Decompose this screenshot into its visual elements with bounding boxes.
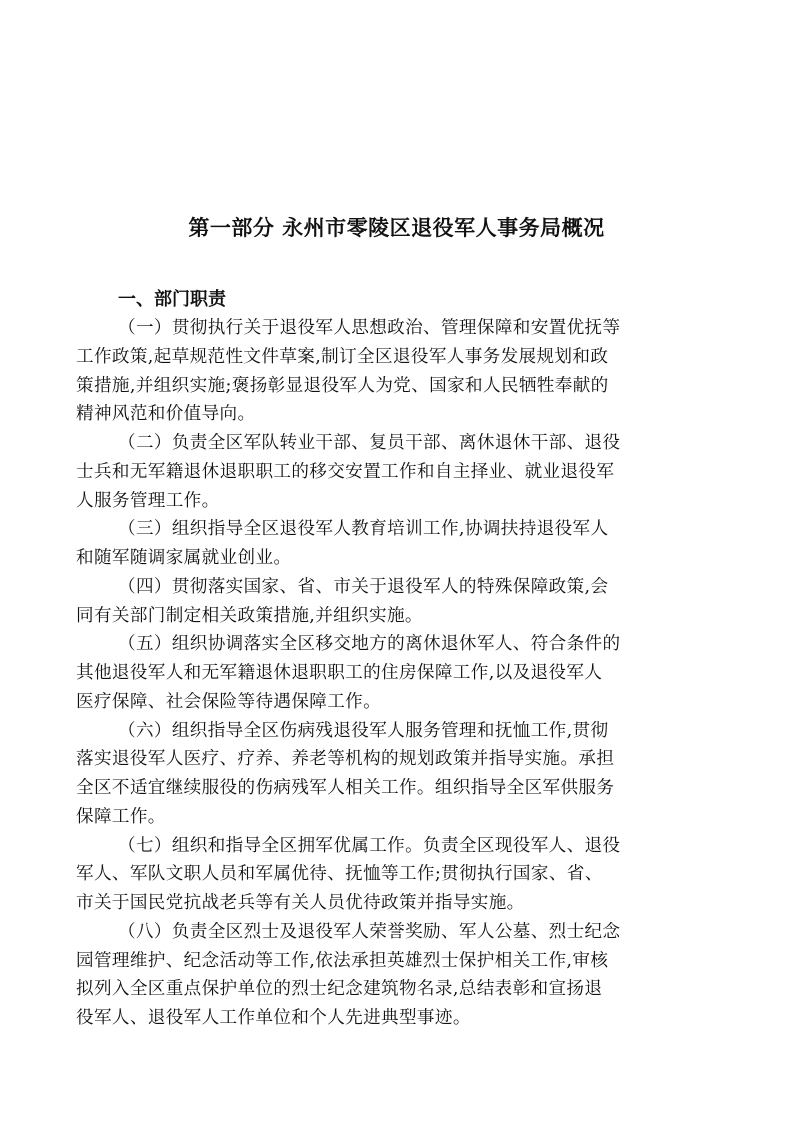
paragraph-4-line: （四）贯彻落实国家、省、市关于退役军人的特殊保障政策,会 — [118, 576, 609, 597]
paragraph-1-line: 精神风范和价值导向。 — [76, 404, 256, 425]
paragraph-5-line: 其他退役军人和无军籍退休退职职工的住房保障工作,以及退役军人 — [76, 663, 603, 683]
paragraph-8-line: 拟列入全区重点保护单位的烈士纪念建筑物名录,总结表彰和宣扬退 — [76, 979, 603, 1000]
paragraph-8-line: 园管理维护、纪念活动等工作,依法承担英雄烈士保护相关工作,审核 — [76, 950, 609, 971]
paragraph-3-line: 和随军随调家属就业创业。 — [76, 548, 292, 568]
paragraph-1-line: 工作政策,起草规范性文件草案,制订全区退役军人事务发展规划和政 — [76, 346, 609, 367]
document-body — [76, 314, 716, 1033]
paragraph-7-line: 军人、军队文职人员和军属优待、抚恤等工作;贯彻执行国家、省、 — [76, 864, 603, 885]
paragraph-1-line: 策措施,并组织实施;褒扬彰显退役军人为党、国家和人民牺牲奉献的 — [76, 375, 609, 396]
paragraph-5-line: （五）组织协调落实全区移交地方的离休退休军人、符合条件的 — [118, 634, 621, 655]
paragraph-2-line: 士兵和无军籍退休退职职工的移交安置工作和自主择业、就业退役军 — [76, 461, 615, 482]
paragraph-1-line: （一）贯彻执行关于退役军人思想政治、管理保障和安置优抚等 — [118, 318, 621, 338]
paragraph-8-line: 役军人、退役军人工作单位和个人先进典型事迹。 — [76, 1008, 471, 1028]
paragraph-7-line: （七）组织和指导全区拥军优属工作。负责全区现役军人、退役 — [118, 835, 621, 856]
paragraph-6-line: 全区不适宜继续服役的伤病残军人相关工作。组织指导全区军供服务 — [76, 778, 615, 798]
page-title: 第一部分 永州市零陵区退役军人事务局概况 — [188, 216, 605, 240]
paragraph-8-line: （八）负责全区烈士及退役军人荣誉奖励、军人公墓、烈士纪念 — [118, 921, 621, 942]
paragraph-6-line: 保障工作。 — [76, 806, 166, 827]
paragraph-3-line: （三）组织指导全区退役军人教育培训工作,协调扶持退役军人 — [118, 519, 609, 540]
paragraph-6-line: 落实退役军人医疗、疗养、养老等机构的规划政策并指导实施。承担 — [76, 749, 615, 770]
paragraph-2-line: （二）负责全区军队转业干部、复员干部、离休退休干部、退役 — [118, 433, 621, 453]
section-heading: 一、部门职责 — [118, 289, 226, 310]
paragraph-5-line: 医疗保障、社会保险等待遇保障工作。 — [76, 691, 382, 712]
paragraph-4-line: 同有关部门制定相关政策措施,并组织实施。 — [76, 605, 423, 626]
paragraph-6-line: （六）组织指导全区伤病残退役军人服务管理和抚恤工作,贯彻 — [118, 720, 609, 741]
paragraph-2-line: 人服务管理工作。 — [76, 490, 220, 511]
paragraph-7-line: 市关于国民党抗战老兵等有关人员优待政策并指导实施。 — [76, 893, 525, 913]
